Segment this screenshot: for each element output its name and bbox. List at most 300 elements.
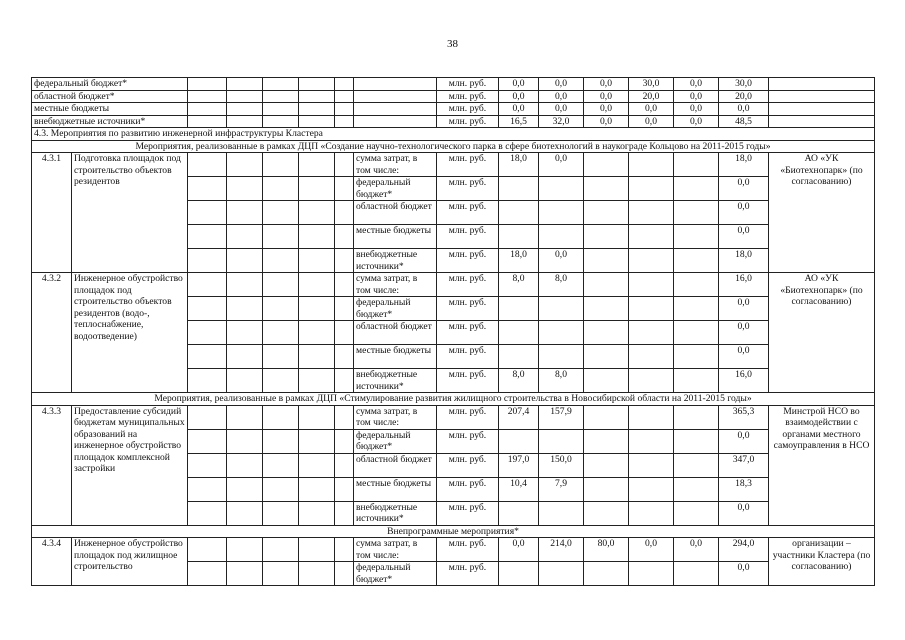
unit-cell: млн. руб. <box>437 562 499 586</box>
unit-cell: млн. руб. <box>437 369 499 393</box>
value-cell: 150,0 <box>539 453 584 477</box>
value-cell: 8,0 <box>499 369 539 393</box>
value-cell <box>674 405 719 429</box>
value-cell <box>499 429 539 453</box>
value-cell <box>629 477 674 501</box>
total-cell: 0,0 <box>719 201 769 225</box>
value-cell: 20,0 <box>629 90 674 103</box>
empty-cell <box>188 405 227 429</box>
unit-cell: млн. руб. <box>437 273 499 297</box>
unit-cell: млн. руб. <box>437 225 499 249</box>
empty-cell <box>263 369 299 393</box>
empty-cell <box>227 562 263 586</box>
empty-cell <box>188 538 227 562</box>
empty-cell <box>227 538 263 562</box>
empty-cell <box>188 321 227 345</box>
value-cell <box>629 177 674 201</box>
total-cell: 0,0 <box>719 321 769 345</box>
value-cell <box>584 153 629 177</box>
table-row <box>32 140 875 153</box>
empty-cell <box>299 321 335 345</box>
total-cell: 20,0 <box>719 90 769 103</box>
empty-cell <box>263 297 299 321</box>
empty-cell <box>335 273 354 297</box>
empty-cell <box>227 501 263 525</box>
unit-cell: млн. руб. <box>437 538 499 562</box>
empty-cell <box>263 90 299 103</box>
total-cell: 18,0 <box>719 249 769 273</box>
item-title: Инженерное обустройство площадок под жилищное строительство <box>72 538 188 586</box>
empty-cell <box>354 115 437 128</box>
value-cell <box>674 153 719 177</box>
funding-source: федеральный бюджет* <box>354 429 437 453</box>
empty-cell <box>299 78 335 91</box>
empty-cell <box>335 201 354 225</box>
value-cell: 0,0 <box>674 103 719 116</box>
value-cell: 7,9 <box>539 477 584 501</box>
value-cell: 0,0 <box>674 115 719 128</box>
empty-cell <box>299 429 335 453</box>
value-cell: 0,0 <box>539 249 584 273</box>
value-cell: 18,0 <box>499 153 539 177</box>
value-cell <box>674 273 719 297</box>
empty-cell <box>227 225 263 249</box>
total-cell: 0,0 <box>719 297 769 321</box>
empty-cell <box>188 477 227 501</box>
empty-cell <box>227 369 263 393</box>
unit-cell: млн. руб. <box>437 201 499 225</box>
item-number: 4.3.3 <box>32 405 72 525</box>
value-cell <box>629 225 674 249</box>
value-cell <box>674 429 719 453</box>
empty-cell <box>335 429 354 453</box>
value-cell <box>674 477 719 501</box>
value-cell <box>674 453 719 477</box>
empty-cell <box>227 115 263 128</box>
empty-cell <box>263 453 299 477</box>
unit-cell: млн. руб. <box>437 115 499 128</box>
value-cell <box>584 405 629 429</box>
item-number: 4.3.1 <box>32 153 72 273</box>
table-row <box>32 78 875 91</box>
value-cell: 197,0 <box>499 453 539 477</box>
value-cell <box>539 501 584 525</box>
value-cell: 0,0 <box>674 90 719 103</box>
value-cell <box>629 321 674 345</box>
value-cell <box>584 201 629 225</box>
funding-source: областной бюджет <box>354 321 437 345</box>
empty-cell <box>263 225 299 249</box>
empty-cell <box>299 115 335 128</box>
value-cell: 0,0 <box>539 78 584 91</box>
empty-cell <box>227 345 263 369</box>
empty-cell <box>335 405 354 429</box>
empty-cell <box>188 562 227 586</box>
program-subheader: Мероприятия, реализованные в рамках ДЦП «Создание научно-технологического парка в сфере биотехнологий в наукограде Кольцово на 2011-2015 годы» <box>32 140 875 153</box>
empty-cell <box>299 201 335 225</box>
empty-cell <box>227 201 263 225</box>
value-cell: 10,4 <box>499 477 539 501</box>
funding-source: местные бюджеты <box>354 345 437 369</box>
empty-cell <box>263 345 299 369</box>
value-cell <box>629 249 674 273</box>
empty-cell <box>299 369 335 393</box>
value-cell: 0,0 <box>674 78 719 91</box>
funding-source-label: областной бюджет* <box>32 90 188 103</box>
value-cell <box>629 429 674 453</box>
empty-cell <box>335 177 354 201</box>
value-cell <box>584 321 629 345</box>
value-cell <box>674 345 719 369</box>
empty-cell <box>227 249 263 273</box>
unit-cell: млн. руб. <box>437 153 499 177</box>
empty-cell <box>263 249 299 273</box>
value-cell <box>629 501 674 525</box>
empty-cell <box>335 321 354 345</box>
empty-cell <box>335 225 354 249</box>
empty-cell <box>263 201 299 225</box>
empty-cell <box>227 321 263 345</box>
value-cell <box>499 562 539 586</box>
value-cell: 0,0 <box>499 78 539 91</box>
empty-cell <box>227 405 263 429</box>
empty-cell <box>299 345 335 369</box>
value-cell: 0,0 <box>499 103 539 116</box>
table-row <box>32 525 875 538</box>
unit-cell: млн. руб. <box>437 321 499 345</box>
empty-cell <box>299 177 335 201</box>
empty-cell <box>188 249 227 273</box>
value-cell: 8,0 <box>539 369 584 393</box>
empty-cell <box>263 78 299 91</box>
empty-cell <box>263 405 299 429</box>
funding-source: федеральный бюджет* <box>354 177 437 201</box>
value-cell <box>629 453 674 477</box>
value-cell: 214,0 <box>539 538 584 562</box>
empty-cell <box>263 429 299 453</box>
value-cell <box>584 177 629 201</box>
value-cell <box>499 501 539 525</box>
unit-cell: млн. руб. <box>437 477 499 501</box>
total-cell: 0,0 <box>719 345 769 369</box>
table-row <box>32 393 875 406</box>
empty-cell <box>227 273 263 297</box>
table-row <box>32 405 875 429</box>
total-cell: 0,0 <box>719 177 769 201</box>
empty-cell <box>188 115 227 128</box>
empty-cell <box>188 78 227 91</box>
value-cell <box>674 201 719 225</box>
value-cell <box>584 273 629 297</box>
total-cell: 48,5 <box>719 115 769 128</box>
value-cell: 18,0 <box>499 249 539 273</box>
value-cell <box>499 297 539 321</box>
empty-cell <box>263 153 299 177</box>
value-cell: 30,0 <box>629 78 674 91</box>
total-cell: 0,0 <box>719 501 769 525</box>
value-cell: 0,0 <box>629 115 674 128</box>
empty-cell <box>354 78 437 91</box>
value-cell: 0,0 <box>539 90 584 103</box>
empty-cell <box>335 562 354 586</box>
funding-source-label: федеральный бюджет* <box>32 78 188 91</box>
value-cell <box>629 369 674 393</box>
table-row <box>32 115 875 128</box>
value-cell <box>584 225 629 249</box>
value-cell <box>499 177 539 201</box>
empty-cell <box>335 453 354 477</box>
funding-source: внебюджетные источники* <box>354 369 437 393</box>
value-cell: 8,0 <box>499 273 539 297</box>
total-cell: 0,0 <box>719 562 769 586</box>
funding-source: внебюджетные источники* <box>354 249 437 273</box>
empty-cell <box>335 249 354 273</box>
funding-source: местные бюджеты <box>354 477 437 501</box>
empty-cell <box>188 153 227 177</box>
total-cell: 18,0 <box>719 153 769 177</box>
unit-cell: млн. руб. <box>437 249 499 273</box>
value-cell <box>584 249 629 273</box>
empty-cell <box>335 115 354 128</box>
value-cell <box>539 225 584 249</box>
value-cell <box>539 345 584 369</box>
value-cell <box>629 345 674 369</box>
value-cell <box>584 477 629 501</box>
empty-cell <box>299 562 335 586</box>
empty-cell <box>188 453 227 477</box>
executor: Минстрой НСО во взаимодействии с органами местного самоуправления в НСО <box>769 405 875 525</box>
empty-cell <box>188 297 227 321</box>
value-cell: 8,0 <box>539 273 584 297</box>
value-cell: 0,0 <box>499 538 539 562</box>
value-cell <box>584 369 629 393</box>
empty-cell <box>227 453 263 477</box>
empty-cell <box>227 90 263 103</box>
total-cell: 16,0 <box>719 273 769 297</box>
empty-cell <box>299 153 335 177</box>
empty-cell <box>227 153 263 177</box>
value-cell: 207,4 <box>499 405 539 429</box>
empty-cell <box>188 429 227 453</box>
table-row <box>32 153 875 177</box>
empty-cell <box>335 369 354 393</box>
empty-cell <box>263 562 299 586</box>
empty-cell <box>335 103 354 116</box>
empty-cell <box>227 477 263 501</box>
value-cell: 0,0 <box>674 538 719 562</box>
value-cell <box>539 177 584 201</box>
value-cell: 0,0 <box>584 90 629 103</box>
value-cell <box>539 429 584 453</box>
empty-cell <box>263 538 299 562</box>
value-cell <box>499 201 539 225</box>
executor: АО «УК «Биотехнопарк» (по согласованию) <box>769 153 875 273</box>
empty-cell <box>263 177 299 201</box>
empty-cell <box>188 345 227 369</box>
total-cell: 18,3 <box>719 477 769 501</box>
value-cell <box>674 321 719 345</box>
funding-source: сумма затрат, в том числе: <box>354 153 437 177</box>
funding-source: сумма затрат, в том числе: <box>354 273 437 297</box>
empty-cell <box>354 103 437 116</box>
empty-cell <box>335 297 354 321</box>
total-cell: 294,0 <box>719 538 769 562</box>
value-cell: 0,0 <box>584 115 629 128</box>
value-cell: 0,0 <box>629 103 674 116</box>
empty-cell <box>769 90 875 103</box>
empty-cell <box>188 501 227 525</box>
empty-cell <box>227 78 263 91</box>
unit-cell: млн. руб. <box>437 405 499 429</box>
value-cell: 0,0 <box>499 90 539 103</box>
empty-cell <box>227 297 263 321</box>
unit-cell: млн. руб. <box>437 297 499 321</box>
table-row <box>32 538 875 562</box>
funding-source-label: местные бюджеты <box>32 103 188 116</box>
empty-cell <box>227 429 263 453</box>
value-cell <box>584 562 629 586</box>
page-number: 38 <box>447 38 458 50</box>
total-cell: 365,3 <box>719 405 769 429</box>
funding-source: областной бюджет <box>354 201 437 225</box>
empty-cell <box>299 225 335 249</box>
section-title: 4.3. Мероприятия по развитию инженерной инфраструктуры Кластера <box>32 128 875 141</box>
empty-cell <box>769 103 875 116</box>
value-cell: 0,0 <box>629 538 674 562</box>
value-cell: 16,5 <box>499 115 539 128</box>
value-cell <box>629 201 674 225</box>
funding-source: внебюджетные источники* <box>354 501 437 525</box>
empty-cell <box>263 115 299 128</box>
empty-cell <box>299 90 335 103</box>
total-cell: 0,0 <box>719 225 769 249</box>
value-cell <box>629 562 674 586</box>
value-cell <box>674 249 719 273</box>
total-cell: 30,0 <box>719 78 769 91</box>
item-title: Инженерное обустройство площадок под строительство объектов резидентов (водо-, теплоснабжение, водоотведение) <box>72 273 188 393</box>
empty-cell <box>188 369 227 393</box>
funding-source: сумма затрат, в том числе: <box>354 538 437 562</box>
unit-cell: млн. руб. <box>437 90 499 103</box>
empty-cell <box>335 78 354 91</box>
empty-cell <box>299 405 335 429</box>
value-cell <box>539 297 584 321</box>
table-row <box>32 273 875 297</box>
empty-cell <box>263 321 299 345</box>
empty-cell <box>188 177 227 201</box>
funding-source: местные бюджеты <box>354 225 437 249</box>
value-cell <box>674 225 719 249</box>
value-cell <box>629 405 674 429</box>
table-row <box>32 90 875 103</box>
table-row <box>32 128 875 141</box>
funding-source: областной бюджет <box>354 453 437 477</box>
value-cell: 32,0 <box>539 115 584 128</box>
value-cell <box>584 297 629 321</box>
empty-cell <box>263 501 299 525</box>
value-cell <box>499 345 539 369</box>
empty-cell <box>263 273 299 297</box>
program-subheader: Внепрограммные мероприятия* <box>32 525 875 538</box>
value-cell <box>584 345 629 369</box>
empty-cell <box>354 90 437 103</box>
total-cell: 0,0 <box>719 103 769 116</box>
empty-cell <box>263 103 299 116</box>
value-cell <box>629 273 674 297</box>
empty-cell <box>188 225 227 249</box>
funding-source: сумма затрат, в том числе: <box>354 405 437 429</box>
empty-cell <box>299 249 335 273</box>
empty-cell <box>335 538 354 562</box>
value-cell <box>584 429 629 453</box>
empty-cell <box>335 477 354 501</box>
value-cell <box>584 453 629 477</box>
item-title: Подготовка площадок под строительство объектов резидентов <box>72 153 188 273</box>
empty-cell <box>335 501 354 525</box>
value-cell <box>629 153 674 177</box>
empty-cell <box>769 115 875 128</box>
empty-cell <box>769 78 875 91</box>
value-cell <box>674 501 719 525</box>
item-number: 4.3.4 <box>32 538 72 586</box>
unit-cell: млн. руб. <box>437 501 499 525</box>
empty-cell <box>299 538 335 562</box>
value-cell <box>674 369 719 393</box>
empty-cell <box>188 90 227 103</box>
unit-cell: млн. руб. <box>437 345 499 369</box>
value-cell: 0,0 <box>539 153 584 177</box>
value-cell <box>674 297 719 321</box>
value-cell <box>499 321 539 345</box>
total-cell: 16,0 <box>719 369 769 393</box>
value-cell: 0,0 <box>584 103 629 116</box>
empty-cell <box>299 501 335 525</box>
total-cell: 347,0 <box>719 453 769 477</box>
empty-cell <box>299 453 335 477</box>
value-cell <box>629 297 674 321</box>
empty-cell <box>299 297 335 321</box>
unit-cell: млн. руб. <box>437 177 499 201</box>
item-title: Предоставление субсидий бюджетам муниципальных образований на инженерное обустройство площадок комплексной застройки <box>72 405 188 525</box>
value-cell: 0,0 <box>584 78 629 91</box>
table-row <box>32 103 875 116</box>
executor: организации – участники Кластера (по согласованию) <box>769 538 875 586</box>
empty-cell <box>299 273 335 297</box>
unit-cell: млн. руб. <box>437 429 499 453</box>
empty-cell <box>188 273 227 297</box>
value-cell <box>539 321 584 345</box>
funding-source: федеральный бюджет* <box>354 297 437 321</box>
unit-cell: млн. руб. <box>437 453 499 477</box>
empty-cell <box>335 90 354 103</box>
empty-cell <box>335 345 354 369</box>
empty-cell <box>188 103 227 116</box>
value-cell: 80,0 <box>584 538 629 562</box>
unit-cell: млн. руб. <box>437 78 499 91</box>
empty-cell <box>263 477 299 501</box>
value-cell: 0,0 <box>539 103 584 116</box>
empty-cell <box>299 103 335 116</box>
funding-source-label: внебюджетные источники* <box>32 115 188 128</box>
value-cell <box>539 201 584 225</box>
program-subheader: Мероприятия, реализованные в рамках ДЦП «Стимулирование развития жилищного строительства в Новосибирской области на 2011-2015 годы» <box>32 393 875 406</box>
value-cell: 157,9 <box>539 405 584 429</box>
budget-table <box>31 77 875 586</box>
empty-cell <box>299 477 335 501</box>
unit-cell: млн. руб. <box>437 103 499 116</box>
empty-cell <box>227 177 263 201</box>
empty-cell <box>227 103 263 116</box>
